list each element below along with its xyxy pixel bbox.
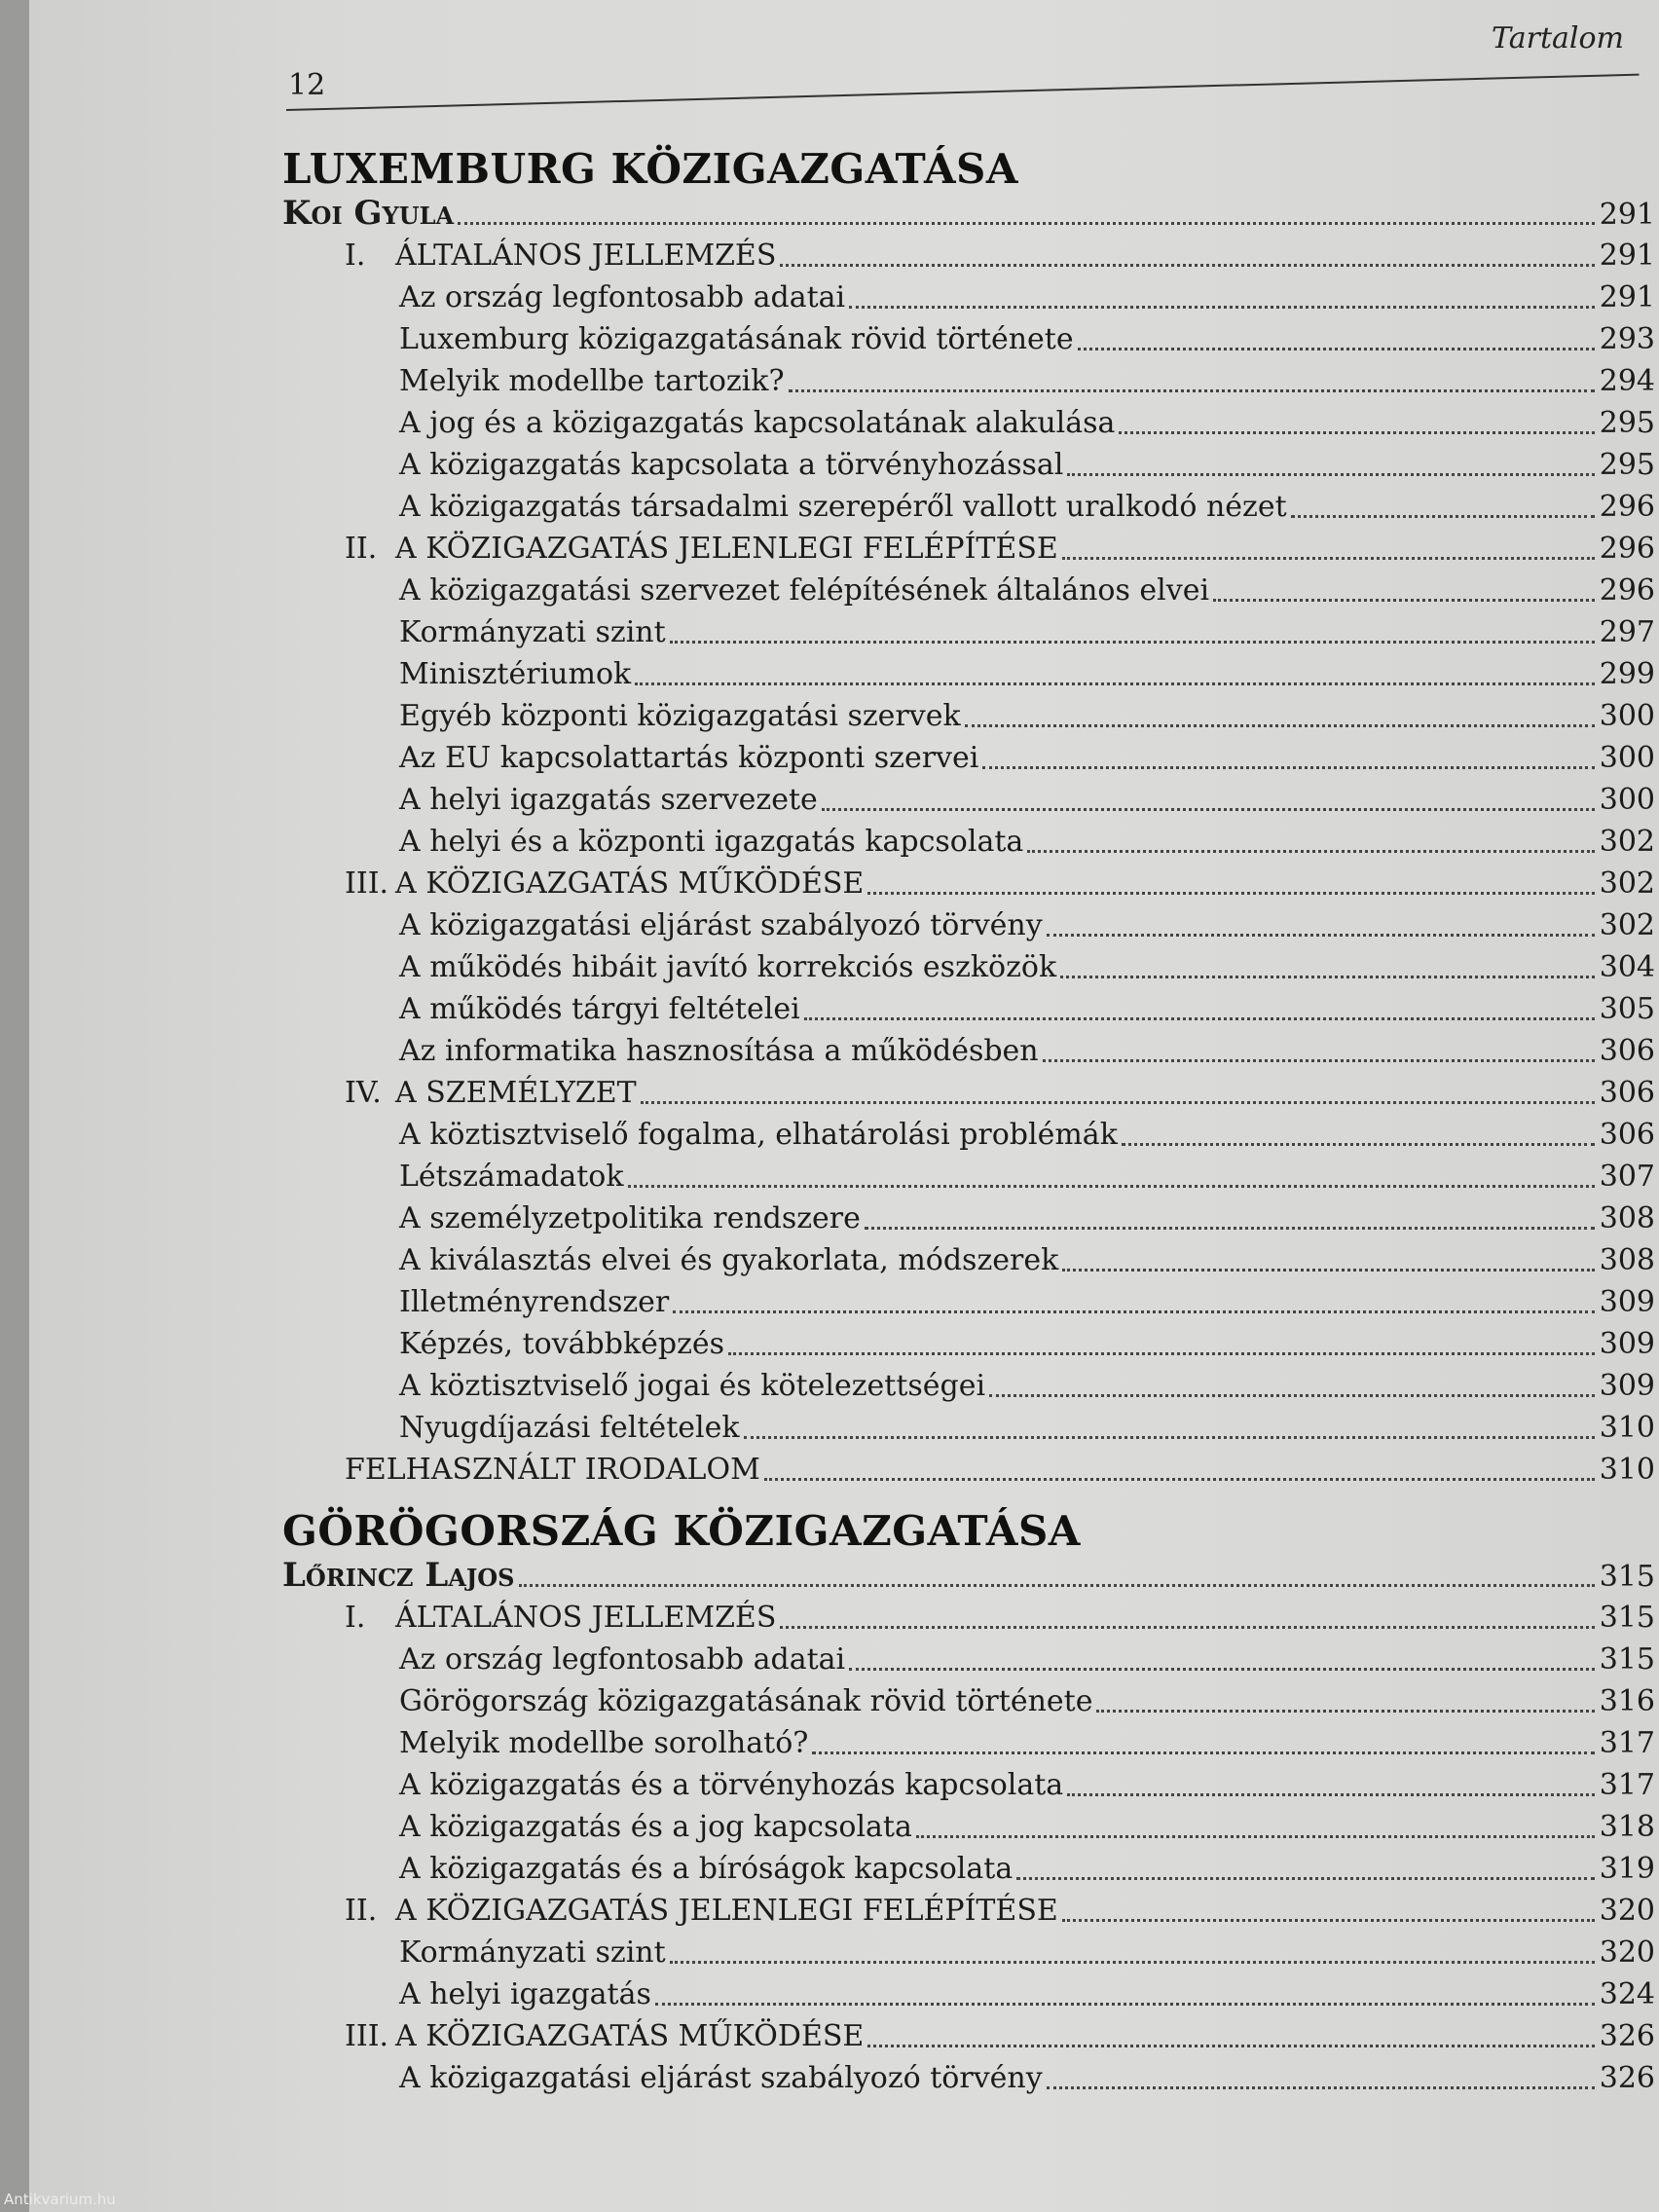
- toc-entry[interactable]: [282, 1449, 1655, 1491]
- entry-lead: [345, 528, 1058, 570]
- entry-title: Melyik modellbe sorolható?: [399, 1726, 809, 1760]
- dot-leader: [1067, 1793, 1595, 1796]
- page-ref: 308: [1599, 1201, 1655, 1235]
- entry-lead: [399, 570, 1209, 611]
- entry-lead: [399, 2057, 1043, 2099]
- entry-title: A működés tárgyi feltételei: [399, 992, 800, 1026]
- toc-entry[interactable]: [282, 695, 1655, 737]
- page-ref: 309: [1599, 1327, 1655, 1361]
- page-ref: 306: [1599, 1034, 1655, 1068]
- page-ref: 306: [1599, 1076, 1655, 1110]
- entry-title: Képzés, továbbképzés: [399, 1327, 725, 1361]
- toc-entry[interactable]: [282, 863, 1655, 904]
- dot-leader: [673, 1310, 1595, 1313]
- toc-entry[interactable]: [282, 1239, 1655, 1281]
- entry-title: A KÖZIGAZGATÁS JELENLEGI FELÉPÍTÉSE: [395, 1894, 1058, 1928]
- entry-lead: [345, 1890, 1058, 1932]
- toc-entry[interactable]: [282, 1764, 1655, 1806]
- entry-number: I.: [345, 1601, 366, 1635]
- entry-title: A helyi igazgatás szervezete: [399, 783, 818, 817]
- toc-entry[interactable]: [282, 570, 1655, 611]
- dot-leader: [865, 1227, 1595, 1230]
- toc-entry[interactable]: [282, 1156, 1655, 1198]
- entry-title: Illetményrendszer: [399, 1285, 670, 1319]
- entry-lead: [399, 1973, 651, 2015]
- entry-lead: [399, 1806, 912, 1848]
- dot-leader: [989, 1394, 1595, 1397]
- page-ref: 317: [1599, 1768, 1655, 1802]
- entry-title: A közigazgatás társadalmi szerepéről vallott uralkodó nézet: [399, 490, 1287, 524]
- book-page: [29, 0, 1659, 2212]
- toc-entry[interactable]: [282, 2057, 1655, 2099]
- entry-lead: [399, 1323, 724, 1365]
- dot-leader: [670, 1961, 1595, 1964]
- entry-lead: [399, 1639, 845, 1680]
- toc-entry[interactable]: [282, 1198, 1655, 1239]
- author-row: [282, 1555, 1655, 1597]
- page-ref: 291: [1599, 280, 1655, 314]
- dot-leader: [822, 808, 1595, 811]
- entry-number: IV.: [345, 1076, 382, 1110]
- dot-leader: [1043, 1059, 1595, 1062]
- dot-leader: [1119, 431, 1595, 434]
- page-ref: 316: [1599, 1684, 1655, 1718]
- page-ref: 320: [1599, 1894, 1655, 1928]
- page-ref: 324: [1599, 1977, 1655, 2011]
- dot-leader: [780, 1626, 1595, 1629]
- dot-leader: [1122, 1143, 1595, 1146]
- entry-lead: [399, 1365, 985, 1407]
- entry-title: A KÖZIGAZGATÁS MŰKÖDÉSE: [395, 2019, 865, 2053]
- page-ref: 297: [1599, 615, 1655, 649]
- page-ref: 296: [1599, 532, 1655, 566]
- entry-lead: [399, 1764, 1063, 1806]
- entry-title: Minisztériumok: [399, 657, 632, 691]
- toc-entry[interactable]: [282, 1680, 1655, 1722]
- entry-lead: [345, 1072, 637, 1114]
- page-ref: 307: [1599, 1160, 1655, 1194]
- entry-lead: [345, 2015, 864, 2057]
- entry-lead: [399, 276, 845, 318]
- toc-entry[interactable]: [282, 1281, 1655, 1323]
- page-ref: 293: [1599, 322, 1655, 356]
- toc-entry[interactable]: [282, 1806, 1655, 1848]
- entry-lead: [399, 611, 666, 653]
- dot-leader: [965, 724, 1595, 727]
- page-ref: 300: [1599, 699, 1655, 733]
- toc-entry[interactable]: [282, 444, 1655, 486]
- page-ref: 318: [1599, 1810, 1655, 1844]
- entry-lead: [399, 1239, 1058, 1281]
- entry-lead: [399, 1932, 666, 1973]
- page-ref: 302: [1599, 866, 1655, 901]
- entry-title: Egyéb központi közigazgatási szervek: [399, 699, 961, 733]
- entry-title: A közigazgatási eljárást szabályozó törvény: [399, 2061, 1043, 2095]
- toc-entry[interactable]: [282, 1597, 1655, 1639]
- author-name: Koi Gyula: [282, 194, 455, 233]
- page-ref: 291: [1599, 198, 1655, 232]
- page-ref: 308: [1599, 1243, 1655, 1277]
- entry-lead: [399, 695, 961, 737]
- page-ref: 320: [1599, 1936, 1655, 1970]
- dot-leader: [849, 306, 1595, 309]
- entry-title: A működés hibáit javító korrekciós eszközök: [399, 950, 1057, 984]
- entry-title: Az ország legfontosabb adatai: [399, 280, 846, 314]
- entry-title: A kiválasztás elvei és gyakorlata, módszerek: [399, 1243, 1059, 1277]
- entry-lead: [399, 904, 1043, 946]
- dot-leader: [1062, 557, 1595, 560]
- entry-title: A köztisztviselő jogai és kötelezettségei: [399, 1369, 986, 1403]
- entry-title: Luxemburg közigazgatásának rövid története: [399, 322, 1074, 356]
- entry-title: A köztisztviselő fogalma, elhatárolási problémák: [399, 1118, 1118, 1152]
- entry-lead: [399, 1281, 669, 1323]
- entry-lead: [399, 946, 1056, 988]
- dot-leader: [635, 682, 1595, 685]
- page-ref: 326: [1599, 2061, 1655, 2095]
- page-ref: 302: [1599, 908, 1655, 942]
- toc-entry[interactable]: [282, 360, 1655, 402]
- entry-lead: [399, 821, 1023, 863]
- section-title: LUXEMBURG KÖZIGAZGATÁSA: [282, 145, 1018, 193]
- dot-leader: [804, 1017, 1595, 1020]
- toc-entry[interactable]: [282, 611, 1655, 653]
- page-ref: 305: [1599, 992, 1655, 1026]
- page-ref: 291: [1599, 239, 1655, 273]
- page-ref: 310: [1599, 1453, 1655, 1487]
- toc-entry[interactable]: [282, 653, 1655, 695]
- toc-entry[interactable]: [282, 1072, 1655, 1114]
- dot-leader: [628, 1185, 1595, 1188]
- toc-entry[interactable]: [282, 1639, 1655, 1680]
- entry-lead: [345, 863, 864, 904]
- dot-leader: [789, 389, 1595, 392]
- page-ref: 315: [1599, 1560, 1655, 1594]
- toc-entry[interactable]: [282, 946, 1655, 988]
- entry-title: FELHASZNÁLT IRODALOM: [345, 1453, 760, 1487]
- dot-leader: [1060, 976, 1595, 978]
- page-ref: 310: [1599, 1411, 1655, 1445]
- entry-title: A helyi igazgatás: [399, 1977, 651, 2011]
- entry-title: A közigazgatás és a törvényhozás kapcsolata: [399, 1768, 1064, 1802]
- toc-entry[interactable]: [282, 821, 1655, 863]
- entry-lead: [399, 1030, 1039, 1072]
- entry-title: A KÖZIGAZGATÁS JELENLEGI FELÉPÍTÉSE: [395, 532, 1058, 566]
- entry-title: A helyi és a központi igazgatás kapcsolata: [399, 825, 1024, 859]
- entry-lead: [399, 737, 978, 779]
- entry-lead: [399, 988, 800, 1030]
- dot-leader: [1291, 515, 1595, 518]
- entry-number: I.: [345, 239, 366, 273]
- dot-leader: [1213, 599, 1595, 602]
- entry-title: ÁLTALÁNOS JELLEMZÉS: [395, 1601, 777, 1635]
- toc-entry[interactable]: [282, 1365, 1655, 1407]
- dot-leader: [867, 892, 1595, 895]
- entry-lead: [399, 402, 1115, 444]
- toc-entry[interactable]: [282, 1973, 1655, 2015]
- dot-leader: [1096, 1710, 1595, 1713]
- dot-leader: [655, 2003, 1595, 2006]
- page-ref: 317: [1599, 1726, 1655, 1760]
- dot-leader: [670, 641, 1595, 644]
- entry-lead: [399, 1722, 808, 1764]
- dot-leader: [812, 1751, 1595, 1754]
- entry-title: Görögország közigazgatásának rövid története: [399, 1684, 1093, 1718]
- entry-lead: [399, 1156, 624, 1198]
- entry-title: A közigazgatás és a jog kapcsolata: [399, 1810, 912, 1844]
- entry-title: ÁLTALÁNOS JELLEMZÉS: [395, 239, 777, 273]
- page-ref: 309: [1599, 1285, 1655, 1319]
- toc-entry[interactable]: [282, 988, 1655, 1030]
- author-name: Lőrincz Lajos: [282, 1556, 515, 1595]
- toc-entry[interactable]: [282, 1722, 1655, 1764]
- toc-entry[interactable]: [282, 1890, 1655, 1932]
- entry-lead: [399, 779, 818, 821]
- entry-number: II.: [345, 532, 378, 566]
- toc-entry[interactable]: [282, 1932, 1655, 1973]
- dot-leader: [1047, 2086, 1595, 2089]
- toc-entry[interactable]: [282, 1848, 1655, 1890]
- toc-entry[interactable]: [282, 528, 1655, 570]
- header-rule: [286, 74, 1640, 111]
- section-gap: [282, 1491, 1655, 1508]
- entry-number: III.: [345, 866, 389, 901]
- page-ref: 302: [1599, 825, 1655, 859]
- entry-lead: [399, 1848, 1013, 1890]
- entry-title: Kormányzati szint: [399, 1936, 666, 1970]
- entry-title: A SZEMÉLYZET: [395, 1076, 637, 1110]
- page-ref: 296: [1599, 490, 1655, 524]
- watermark: Antikvarium.hu: [4, 2191, 116, 2208]
- entry-lead: [399, 360, 785, 402]
- dot-leader: [1067, 473, 1595, 476]
- dot-leader: [849, 1668, 1595, 1671]
- dot-leader: [1047, 934, 1595, 937]
- page-number: 12: [288, 68, 326, 102]
- page-ref: 315: [1599, 1642, 1655, 1677]
- toc-entry[interactable]: [282, 1030, 1655, 1072]
- dot-leader: [728, 1352, 1595, 1355]
- page-ref: 306: [1599, 1118, 1655, 1152]
- entry-title: Az EU kapcsolattartás központi szervei: [399, 741, 979, 775]
- toc-entry[interactable]: [282, 1114, 1655, 1156]
- entry-title: Az informatika hasznosítása a működésben: [399, 1034, 1039, 1068]
- page-ref: 295: [1599, 448, 1655, 482]
- dot-leader: [744, 1436, 1595, 1439]
- entry-lead: [345, 1597, 776, 1639]
- dot-leader: [1016, 1877, 1595, 1880]
- entry-lead: [399, 1114, 1118, 1156]
- dot-leader: [1062, 1919, 1595, 1922]
- dot-leader: [519, 1584, 1595, 1587]
- dot-leader: [982, 766, 1595, 769]
- page-ref: 300: [1599, 783, 1655, 817]
- page-ref: 294: [1599, 364, 1655, 398]
- page-ref: 319: [1599, 1852, 1655, 1886]
- dot-leader: [780, 264, 1595, 267]
- toc-entry[interactable]: [282, 737, 1655, 779]
- dot-leader: [867, 2045, 1595, 2047]
- dot-leader: [1062, 1269, 1595, 1272]
- toc-entry[interactable]: [282, 276, 1655, 318]
- dot-leader: [641, 1101, 1595, 1104]
- running-head: Tartalom: [1492, 21, 1624, 55]
- toc-entry[interactable]: [282, 486, 1655, 528]
- page-ref: 295: [1599, 406, 1655, 440]
- entry-title: A személyzetpolitika rendszere: [399, 1201, 861, 1235]
- page-ref: 309: [1599, 1369, 1655, 1403]
- page-ref: 299: [1599, 657, 1655, 691]
- page-ref: 326: [1599, 2019, 1655, 2053]
- toc-entry[interactable]: [282, 904, 1655, 946]
- toc-entry[interactable]: [282, 2015, 1655, 2057]
- entry-number: III.: [345, 2019, 389, 2053]
- dot-leader: [1027, 850, 1595, 853]
- entry-lead: [399, 653, 631, 695]
- entry-lead: [399, 1198, 861, 1239]
- dot-leader: [764, 1478, 1595, 1481]
- toc-entry[interactable]: [282, 779, 1655, 821]
- page-ref: 300: [1599, 741, 1655, 775]
- author-row: [282, 193, 1655, 235]
- entry-title: A közigazgatás és a bíróságok kapcsolata: [399, 1852, 1014, 1886]
- dot-leader: [458, 222, 1595, 225]
- entry-lead: [399, 318, 1074, 360]
- entry-title: Létszámadatok: [399, 1160, 624, 1194]
- entry-lead: [399, 1680, 1092, 1722]
- entry-title: Kormányzati szint: [399, 615, 666, 649]
- toc-entry[interactable]: [282, 235, 1655, 276]
- entry-title: Az ország legfontosabb adatai: [399, 1642, 846, 1677]
- entry-title: A jog és a közigazgatás kapcsolatának alakulása: [399, 406, 1116, 440]
- toc-entry[interactable]: [282, 1407, 1655, 1449]
- entry-lead: [399, 1407, 740, 1449]
- entry-number: II.: [345, 1894, 378, 1928]
- toc-entry[interactable]: [282, 1323, 1655, 1365]
- page-ref: 304: [1599, 950, 1655, 984]
- page-ref: 315: [1599, 1601, 1655, 1635]
- dot-leader: [916, 1835, 1595, 1838]
- entry-lead: [345, 235, 776, 276]
- toc-entry[interactable]: [282, 318, 1655, 360]
- toc-entry[interactable]: [282, 402, 1655, 444]
- section-title: GÖRÖGORSZÁG KÖZIGAZGATÁSA: [282, 1507, 1081, 1555]
- entry-title: A közigazgatás kapcsolata a törvényhozással: [399, 448, 1064, 482]
- entry-lead: [399, 486, 1287, 528]
- entry-lead: [399, 444, 1063, 486]
- entry-title: A közigazgatási eljárást szabályozó törvény: [399, 908, 1043, 942]
- table-of-contents: [282, 146, 1655, 2099]
- entry-title: Nyugdíjazási feltételek: [399, 1411, 740, 1445]
- entry-title: A közigazgatási szervezet felépítésének általános elvei: [399, 573, 1210, 608]
- entry-title: Melyik modellbe tartozik?: [399, 364, 785, 398]
- dot-leader: [1078, 348, 1595, 350]
- entry-lead: [345, 1449, 760, 1491]
- entry-title: A KÖZIGAZGATÁS MŰKÖDÉSE: [395, 866, 865, 901]
- page-ref: 296: [1599, 573, 1655, 608]
